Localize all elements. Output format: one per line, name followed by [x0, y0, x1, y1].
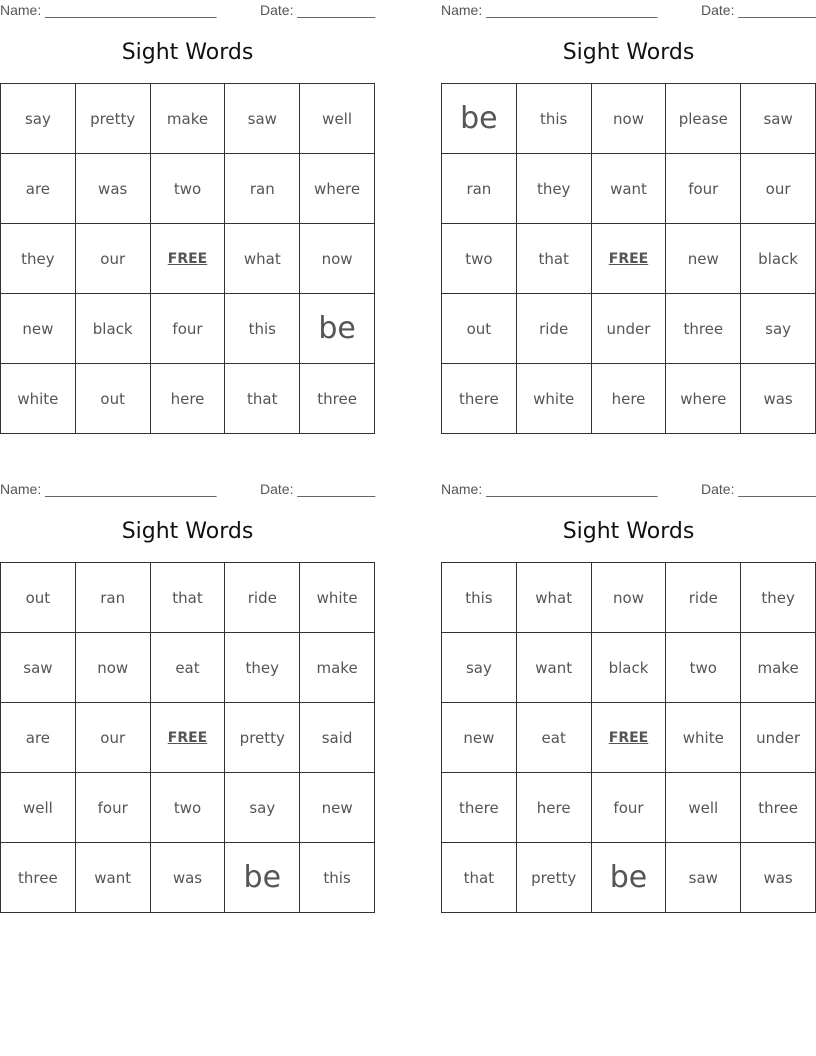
word-cell: be	[592, 843, 667, 913]
card-header	[0, 481, 375, 499]
word-cell: two	[666, 633, 741, 703]
name-line: Name: ______________________	[0, 481, 217, 497]
word-cell: four	[666, 154, 741, 224]
word-cell: our	[76, 224, 151, 294]
word-cell: black	[741, 224, 816, 294]
word-cell: four	[151, 294, 226, 364]
word-cell: two	[442, 224, 517, 294]
word-cell: make	[300, 633, 375, 703]
word-cell: here	[592, 364, 667, 434]
word-cell: say	[225, 773, 300, 843]
word-cell: three	[741, 773, 816, 843]
word-cell: now	[300, 224, 375, 294]
word-cell: well	[300, 84, 375, 154]
word-cell: our	[76, 703, 151, 773]
word-cell: well	[666, 773, 741, 843]
word-cell: they	[517, 154, 592, 224]
word-cell: four	[592, 773, 667, 843]
word-cell: white	[1, 364, 76, 434]
word-cell: well	[1, 773, 76, 843]
word-cell: out	[442, 294, 517, 364]
word-cell: be	[300, 294, 375, 364]
word-cell: under	[592, 294, 667, 364]
word-cell: was	[151, 843, 226, 913]
free-space-cell: FREE	[151, 224, 226, 294]
word-cell: black	[592, 633, 667, 703]
date-line: Date: __________	[260, 2, 376, 18]
word-cell: that	[151, 563, 226, 633]
word-cell: saw	[741, 84, 816, 154]
word-cell: three	[1, 843, 76, 913]
word-cell: ride	[666, 563, 741, 633]
word-cell: now	[76, 633, 151, 703]
word-grid	[0, 562, 375, 913]
word-cell: say	[1, 84, 76, 154]
word-cell: this	[225, 294, 300, 364]
bingo-card-4	[441, 479, 816, 913]
word-cell: eat	[517, 703, 592, 773]
free-space-cell: FREE	[151, 703, 226, 773]
word-cell: white	[517, 364, 592, 434]
word-cell: now	[592, 84, 667, 154]
word-cell: they	[225, 633, 300, 703]
word-cell: eat	[151, 633, 226, 703]
word-cell: make	[151, 84, 226, 154]
word-cell: are	[1, 154, 76, 224]
word-cell: this	[517, 84, 592, 154]
card-title: Sight Words	[121, 519, 254, 544]
word-cell: what	[517, 563, 592, 633]
free-space-cell: FREE	[592, 224, 667, 294]
word-cell: out	[76, 364, 151, 434]
word-cell: under	[741, 703, 816, 773]
card-title: Sight Words	[562, 519, 695, 544]
bingo-card-3	[0, 479, 375, 913]
word-cell: that	[517, 224, 592, 294]
word-cell: saw	[225, 84, 300, 154]
name-line: Name: ______________________	[441, 481, 658, 497]
word-cell: be	[225, 843, 300, 913]
word-cell: was	[741, 843, 816, 913]
word-cell: now	[592, 563, 667, 633]
word-cell: new	[1, 294, 76, 364]
word-cell: there	[442, 773, 517, 843]
word-cell: ran	[442, 154, 517, 224]
word-cell: there	[442, 364, 517, 434]
word-cell: our	[741, 154, 816, 224]
word-cell: saw	[666, 843, 741, 913]
word-cell: are	[1, 703, 76, 773]
word-cell: say	[741, 294, 816, 364]
word-grid	[0, 83, 375, 434]
word-cell: want	[592, 154, 667, 224]
word-cell: please	[666, 84, 741, 154]
word-cell: ran	[225, 154, 300, 224]
date-line: Date: __________	[260, 481, 376, 497]
word-cell: white	[300, 563, 375, 633]
word-grid	[441, 562, 816, 913]
word-cell: white	[666, 703, 741, 773]
word-cell: they	[741, 563, 816, 633]
word-cell: new	[442, 703, 517, 773]
name-line: Name: ______________________	[0, 2, 217, 18]
word-cell: here	[517, 773, 592, 843]
word-cell: out	[1, 563, 76, 633]
word-cell: be	[442, 84, 517, 154]
word-cell: three	[300, 364, 375, 434]
word-cell: black	[76, 294, 151, 364]
card-header	[441, 481, 816, 499]
word-cell: want	[76, 843, 151, 913]
card-title: Sight Words	[121, 40, 254, 65]
word-cell: that	[442, 843, 517, 913]
word-grid	[441, 83, 816, 434]
word-cell: four	[76, 773, 151, 843]
word-cell: new	[666, 224, 741, 294]
date-line: Date: __________	[701, 2, 816, 18]
word-cell: make	[741, 633, 816, 703]
word-cell: this	[442, 563, 517, 633]
name-line: Name: ______________________	[441, 2, 658, 18]
word-cell: here	[151, 364, 226, 434]
word-cell: two	[151, 773, 226, 843]
word-cell: pretty	[517, 843, 592, 913]
word-cell: want	[517, 633, 592, 703]
word-cell: they	[1, 224, 76, 294]
word-cell: said	[300, 703, 375, 773]
word-cell: pretty	[76, 84, 151, 154]
card-header	[0, 2, 375, 20]
bingo-card-1	[0, 0, 375, 434]
word-cell: three	[666, 294, 741, 364]
card-title: Sight Words	[562, 40, 695, 65]
word-cell: new	[300, 773, 375, 843]
word-cell: this	[300, 843, 375, 913]
word-cell: where	[666, 364, 741, 434]
word-cell: where	[300, 154, 375, 224]
word-cell: ride	[225, 563, 300, 633]
word-cell: what	[225, 224, 300, 294]
word-cell: was	[76, 154, 151, 224]
word-cell: ride	[517, 294, 592, 364]
word-cell: ran	[76, 563, 151, 633]
date-line: Date: __________	[701, 481, 816, 497]
card-header	[441, 2, 816, 20]
word-cell: saw	[1, 633, 76, 703]
free-space-cell: FREE	[592, 703, 667, 773]
bingo-card-2	[441, 0, 816, 434]
word-cell: two	[151, 154, 226, 224]
word-cell: pretty	[225, 703, 300, 773]
word-cell: say	[442, 633, 517, 703]
word-cell: was	[741, 364, 816, 434]
word-cell: that	[225, 364, 300, 434]
